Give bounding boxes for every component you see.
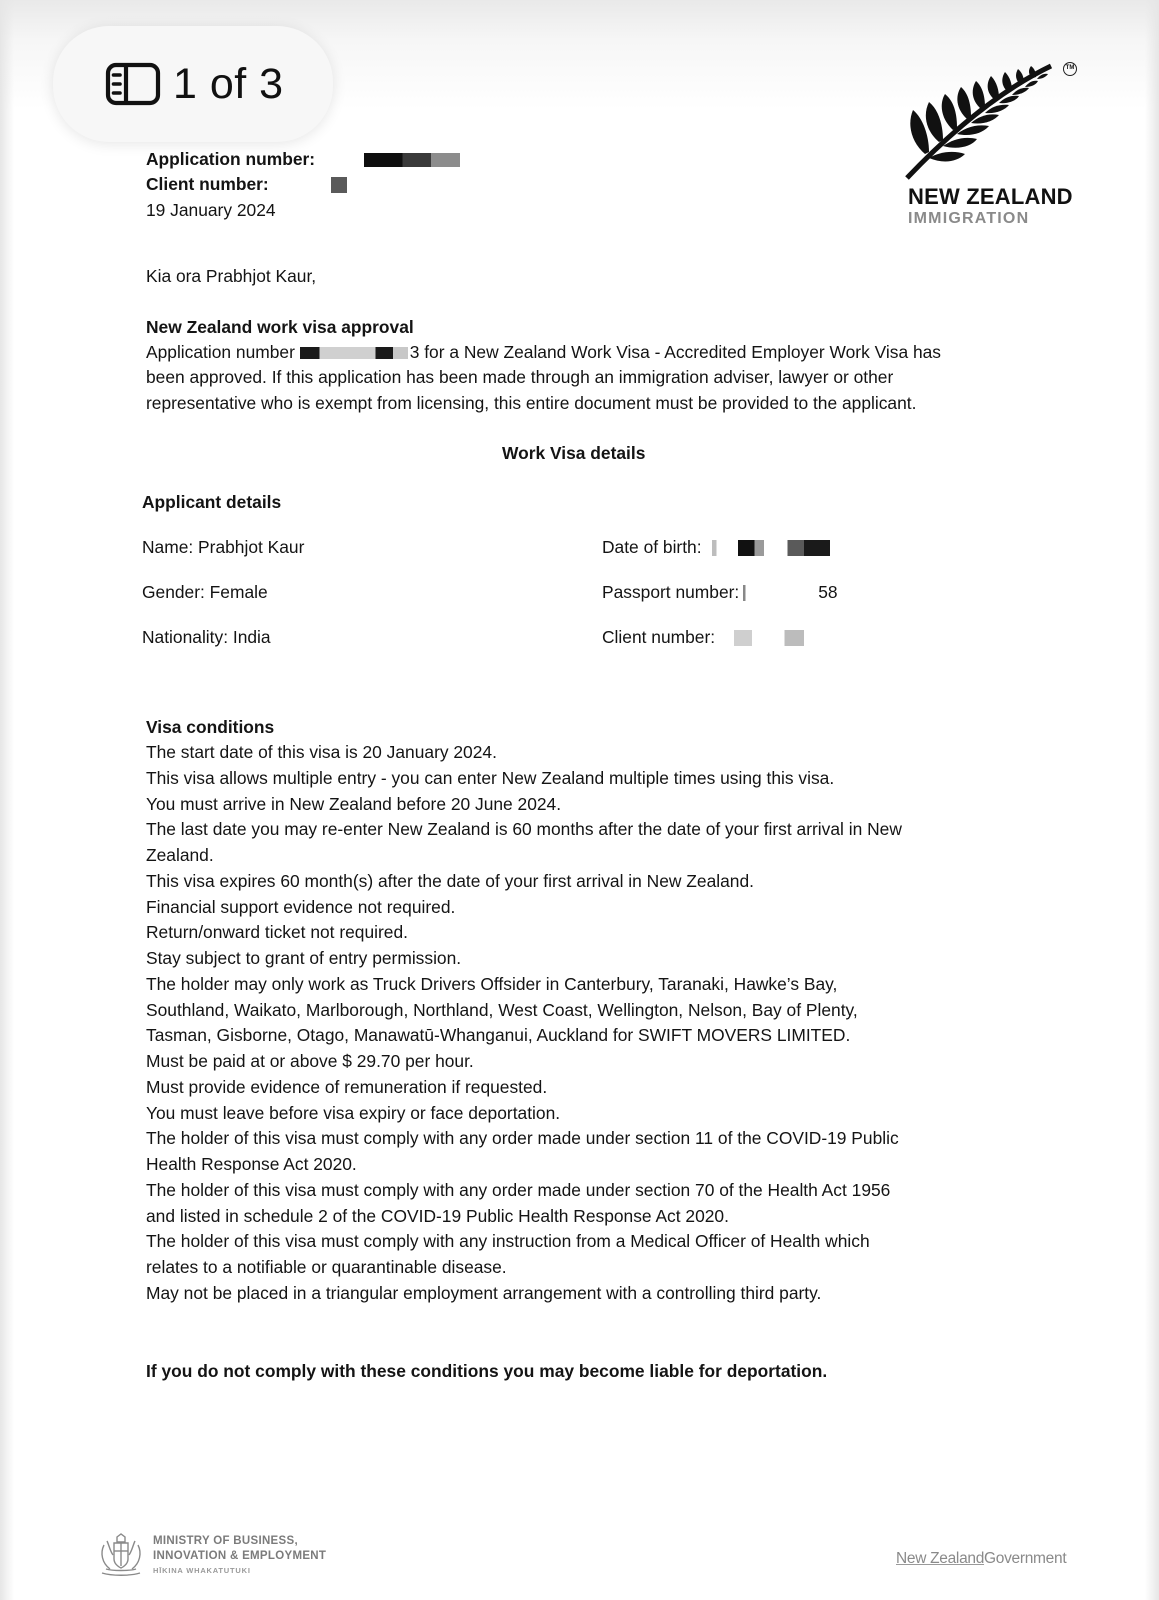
client-number-detail-label: Client number: xyxy=(602,627,716,647)
condition-line: Zealand. xyxy=(146,845,214,865)
nz-government-part-2: Government xyxy=(984,1550,1067,1567)
condition-line: Return/onward ticket not required. xyxy=(146,922,408,943)
approval-line-1 xyxy=(146,340,941,364)
redacted-date-of-birth xyxy=(712,540,830,556)
condition-line: Southland, Waikato, Marlborough, Northland, West Coast, Wellington, Nelson, Bay of Plenty, xyxy=(146,999,858,1020)
redacted-application-number xyxy=(364,153,460,167)
approval-line-3: representative who is exempt from licensing, this entire document must be provided to the applicant. xyxy=(146,393,917,413)
client-number-detail-row xyxy=(602,625,804,649)
condition-line: Must be paid at or above $ 29.70 per hour. xyxy=(146,1051,474,1071)
redacted-application-number-inline xyxy=(300,347,408,359)
deportation-warning: If you do not comply with these conditions you may become liable for deportation. xyxy=(146,1361,828,1381)
applicant-gender: Gender: Female xyxy=(142,582,268,602)
passport-number-row xyxy=(602,580,838,604)
client-number-row xyxy=(146,172,347,196)
condition-line: Health Response Act 2020. xyxy=(146,1154,357,1174)
condition-line: This visa allows multiple entry - you can enter New Zealand multiple times using this visa. xyxy=(146,767,835,788)
condition-line: The start date of this visa is 20 January 2024. xyxy=(146,742,497,762)
condition-line: The last date you may re-enter New Zealand is 60 months after the date of your first arrival in New xyxy=(146,819,902,840)
nz-coat-of-arms-icon xyxy=(98,1533,144,1577)
page-indicator[interactable] xyxy=(53,26,333,142)
approval-heading: New Zealand work visa approval xyxy=(146,317,414,337)
condition-line: May not be placed in a triangular employment arrangement with a controlling third party. xyxy=(146,1282,822,1303)
logo-subtitle: IMMIGRATION xyxy=(908,210,1030,227)
redacted-client-number-detail xyxy=(734,630,804,646)
applicant-nationality: Nationality: India xyxy=(142,627,271,647)
condition-line: Stay subject to grant of entry permission. xyxy=(146,948,462,968)
condition-line: You must leave before visa expiry or face deportation. xyxy=(146,1102,561,1123)
passport-number-label: Passport number: xyxy=(602,582,740,602)
applicant-name: Name: Prabhjot Kaur xyxy=(142,537,305,557)
condition-line: The holder may only work as Truck Drivers Offsider in Canterbury, Taranaki, Hawke’s Bay, xyxy=(146,973,838,994)
application-number-row xyxy=(146,147,460,171)
ministry-line-3: HĪKINA WHAKATUTUKI xyxy=(153,1566,251,1575)
approval-line-1-suffix: 3 for a New Zealand Work Visa - Accredited Employer Work Visa has xyxy=(409,342,942,362)
logo-title: NEW ZEALAND xyxy=(908,184,1073,209)
condition-line: The holder of this visa must comply with any order made under section 11 of the COVID-19 Public xyxy=(146,1128,899,1149)
condition-line: Tasman, Gisborne, Otago, Manawatū-Whanganui, Auckland for SWIFT MOVERS LIMITED. xyxy=(146,1025,851,1046)
page-count: 1 of 3 xyxy=(173,59,284,108)
redacted-client-number xyxy=(331,177,347,193)
approval-line-1-prefix: Application number xyxy=(146,342,300,362)
conditions-heading: Visa conditions xyxy=(146,717,275,737)
ministry-line-2: INNOVATION & EMPLOYMENT xyxy=(153,1550,327,1562)
condition-line: This visa expires 60 month(s) after the date of your first arrival in New Zealand. xyxy=(146,870,754,891)
trademark-symbol: TM xyxy=(1063,62,1077,76)
section-title: Work Visa details xyxy=(502,443,646,463)
client-number-label: Client number: xyxy=(146,174,269,194)
condition-line: Must provide evidence of remuneration if requested. xyxy=(146,1076,548,1097)
nz-government-logo xyxy=(896,1550,1066,1568)
applicant-heading: Applicant details xyxy=(142,492,282,512)
condition-line: The holder of this visa must comply with any order made under section 70 of the Health Act 1956 xyxy=(146,1179,891,1200)
greeting: Kia ora Prabhjot Kaur, xyxy=(146,266,317,286)
date-of-birth-row xyxy=(602,535,830,559)
approval-line-2: been approved. If this application has been made through an immigration adviser, lawyer or other xyxy=(146,367,894,387)
condition-line: You must arrive in New Zealand before 20 June 2024. xyxy=(146,793,562,814)
conditions-list xyxy=(146,740,1026,1307)
date-of-birth-label: Date of birth: xyxy=(602,537,702,557)
condition-line: relates to a notifiable or quarantinable disease. xyxy=(146,1257,507,1277)
condition-line: Financial support evidence not required. xyxy=(146,896,456,917)
mbie-logo xyxy=(98,1533,358,1579)
redacted-passport-number xyxy=(743,585,818,601)
application-number-label: Application number: xyxy=(146,149,316,169)
condition-line: The holder of this visa must comply with any instruction from a Medical Officer of Health which xyxy=(146,1231,870,1252)
document-pages-icon xyxy=(105,62,161,106)
condition-line: and listed in schedule 2 of the COVID-19 Public Health Response Act 2020. xyxy=(146,1205,729,1226)
letter-date: 19 January 2024 xyxy=(146,200,276,220)
nz-government-part-1: New Zealand xyxy=(896,1550,985,1567)
ministry-line-1: MINISTRY OF BUSINESS, xyxy=(153,1535,298,1547)
page-edge-left xyxy=(0,0,14,1600)
passport-number-suffix: 58 xyxy=(818,582,838,602)
page-edge-right xyxy=(1145,0,1159,1600)
silver-fern-icon xyxy=(905,58,1075,180)
nz-immigration-logo xyxy=(905,58,1075,238)
